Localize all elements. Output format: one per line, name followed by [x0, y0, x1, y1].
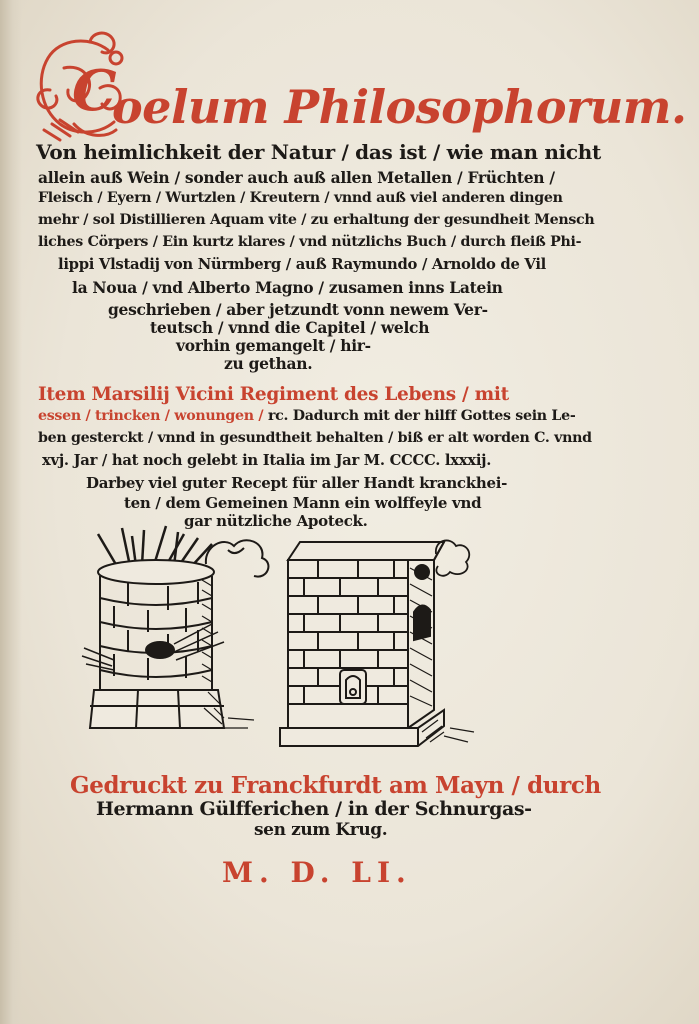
body-line-5: liches Cörpers / Ein kurtz klares / vnd nützlichs Buch / durch fleiß Phi- [38, 234, 582, 250]
section2-heading: Item Marsilij Vicini Regiment des Lebens / mit [38, 384, 509, 405]
body-line-10: vorhin gemangelt / hir- [176, 336, 371, 355]
body-line-11: zu gethan. [224, 354, 313, 373]
section2-line-5: ten / dem Gemeinen Mann ein wolffeyle vnd [124, 494, 482, 512]
imprint-line-3: sen zum Krug. [254, 820, 388, 840]
section2-line-2: ben gesterckt / vnnd in gesundtheit behalten / biß er alt worden C. vnnd [38, 430, 592, 446]
book-title: oelum Philosophorum. [112, 80, 687, 134]
body-line-8: geschrieben / aber jetzundt vonn newem Ver- [108, 300, 488, 319]
furnace-athanor-drawing [280, 540, 474, 746]
furnace-tower-drawing [82, 526, 268, 728]
body-line-7: la Noua / vnd Alberto Magno / zusamen inns Latein [72, 278, 503, 297]
imprint-line-1: Gedruckt zu Franckfurdt am Mayn / durch [70, 772, 601, 799]
woodcut-illustration [78, 520, 478, 760]
body-line-3: Fleisch / Eyern / Wurtzlen / Kreutern / vnnd auß viel anderen dingen [38, 190, 563, 206]
body-line-9: teutsch / vnnd die Capitel / welch [150, 318, 430, 337]
page-edge-shadow [0, 0, 22, 1024]
body-line-1: Von heimlichkeit der Natur / das ist / wie man nicht [36, 140, 601, 164]
section2-line-3: xvj. Jar / hat noch gelebt in Italia im Jar M. CCCC. lxxxij. [42, 452, 492, 469]
section2-line-1 [38, 408, 575, 424]
section2-red-phrase: essen / trincken / wonungen / [38, 408, 268, 424]
body-line-4: mehr / sol Distillieren Aquam vite / zu erhaltung der gesundheit Mensch [38, 212, 595, 228]
section2-line-4: Darbey viel guter Recept für aller Handt kranckhei- [86, 474, 508, 492]
title-initial: C [72, 58, 117, 124]
publication-date: M. D. LI. [222, 856, 412, 889]
section2-line-6: gar nützliche Apoteck. [184, 512, 368, 530]
section2-line-1-rest: rc. Dadurch mit der hilff Gottes sein Le- [267, 408, 576, 424]
body-line-6: lippi Vlstadij von Nürmberg / auß Raymundo / Arnoldo de Vil [58, 256, 546, 273]
body-line-2: allein auß Wein / sonder auch auß allen Metallen / Früchten / [38, 168, 555, 187]
imprint-line-2: Hermann Gülfferichen / in der Schnurgas- [96, 798, 532, 820]
